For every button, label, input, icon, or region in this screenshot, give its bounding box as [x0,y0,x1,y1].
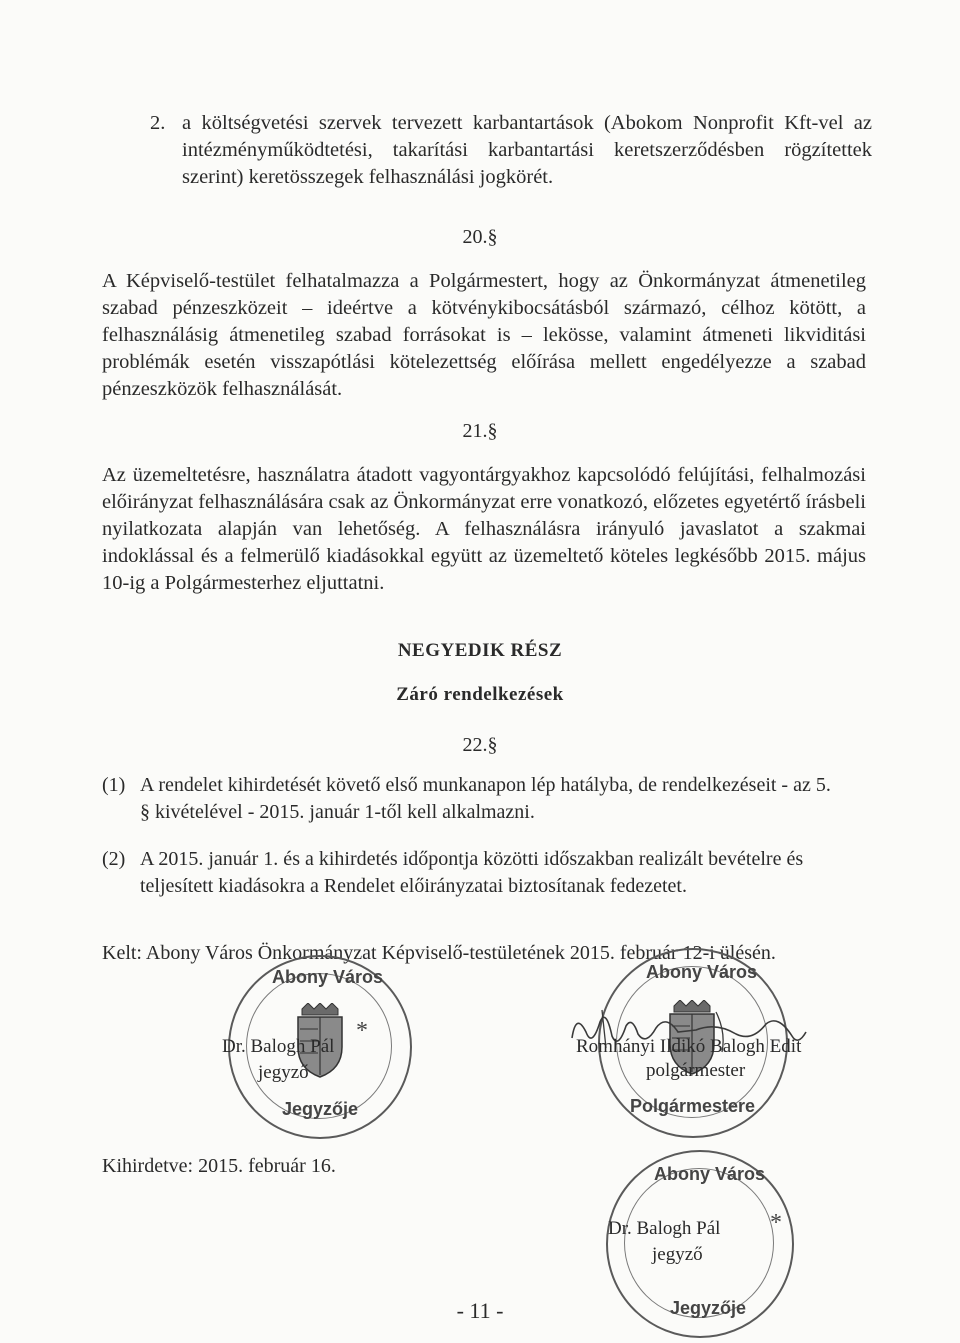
seal-bottom-text: Jegyzője [670,1298,747,1318]
seal-bottom-text: Polgármestere [630,1096,756,1116]
seal-top-text: Abony Város [272,967,384,987]
right-signatory-title: polgármester [646,1060,746,1081]
place-date-line: Kelt: Abony Város Önkormányzat Képviselő-testületének 2015. február 12-i ülésén. [102,942,776,964]
part-subheading: Záró rendelkezések [396,684,564,705]
clause-text: A 2015. január 1. és a kihirdetés időpontja közötti időszakban realizált bevételre és teljesített kiadásokra a Rendelet előirányzatai biztosítanak fedezetet. [140,848,804,897]
clause-2 [102,846,842,900]
section-20-title: 20.§ [462,226,498,248]
left-signatory-name: Dr. Balogh Pál [222,1036,335,1057]
section-21-title: 21.§ [462,420,498,442]
asterisk-icon: * [770,1210,782,1236]
clause-number: (1) [102,774,126,796]
list-item-2 [150,110,872,191]
page-number: - 11 - [456,1298,504,1323]
stamp-name: Dr. Balogh Pál [608,1218,721,1239]
promulgation-date: Kihirdetve: 2015. február 16. [102,1155,336,1177]
right-signatory-name: Romhányi Ildikó Balogh Edit [576,1036,802,1057]
left-signatory-title: jegyző [258,1062,309,1083]
clause-text: A rendelet kihirdetését követő első munkanapon lép hatályba, de rendelkezéseit - az 5. § kivételével - 2015. január 1-től kell alkalmazni. [140,774,831,823]
section-21-text: Az üzemeltetésre, használatra átadott vagyontárgyakhoz kapcsolódó felújítási, felhalmozási előirányzat felhasználására csak az Önkormányzat erre vonatkozó, előzetes egyetértő írásbeli nyilatkozata alapján van lehetőség. A felhasználásra irányuló javaslatot a szakmai indoklással és a felmerülő kiadásokkal együtt az üzemeltető köteles legkésőbb 2015. május 10-ig a Polgármesterhez eljuttatni. [102,464,866,594]
clause-1 [102,772,842,826]
seal-inner-ring [624,1168,774,1318]
part-heading: NEGYEDIK RÉSZ [397,640,563,661]
list-item-text: a költségvetési szervek tervezett karbantartások (Abokom Nonprofit Kft-vel az intézményműködtetési, takarítási karbantartási keretszerződésben rögzítettek szerint) keretösszegek felhasználási jogkörét. [182,112,872,188]
section-20-text: A Képviselő-testület felhatalmazza a Polgármestert, hogy az Önkormányzat átmenetileg szabad pénzeszközeit – ideértve a kötvénykibocsátásból származó, célhoz kötött, a felhasználásig átmenetileg szabad forrásokat is – lekösse, valamint átmeneti likviditási problémák esetén visszapótlási kötelezettség előírása mellett engedélyezze a szabad pénzeszközök felhasználását. [102,270,866,400]
seal-top-text: Abony Város [654,1164,766,1184]
list-item-number: 2. [150,112,166,134]
stamp-title: jegyző [652,1244,703,1265]
seal-bottom-text: Jegyzője [282,1099,359,1119]
section-22-title: 22.§ [462,734,498,756]
asterisk-icon: * [356,1018,368,1044]
clause-number: (2) [102,848,126,870]
seal-top-text: Abony Város [646,962,758,982]
